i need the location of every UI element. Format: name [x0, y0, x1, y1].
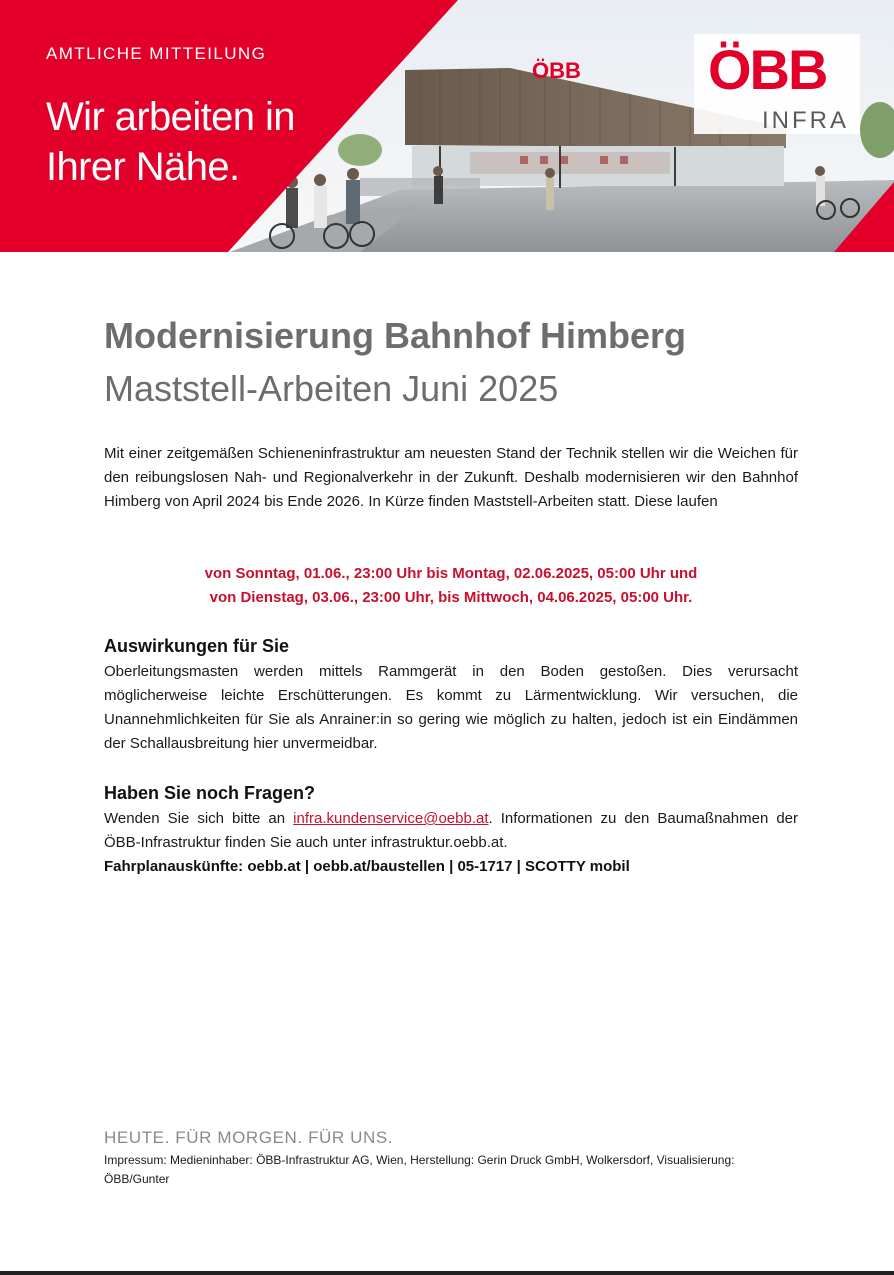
work-dates	[104, 562, 798, 610]
page-title: Modernisierung Bahnhof Himberg	[104, 315, 687, 356]
contact-prefix: Wenden Sie sich bitte an	[104, 810, 294, 827]
questions-heading: Haben Sie noch Fragen?	[104, 783, 316, 803]
timetable-info-line: Fahrplanauskünfte: oebb.at | oebb.at/baustellen | 05-1717 | SCOTTY mobil	[104, 858, 630, 875]
contact-paragraph	[104, 807, 798, 855]
imprint-text: Impressum: Medieninhaber: ÖBB-Infrastruktur AG, Wien, Herstellung: Gerin Druck GmbH, Wolkersdorf, Visualisierung: ÖBB/Gunter	[104, 1153, 735, 1186]
intro-paragraph: Mit einer zeitgemäßen Schieneninfrastruktur am neuesten Stand der Technik stellen wir die Weichen für den reibungslosen Nah- und Regionalverkehr in der Zukunft. Deshalb modernisieren wir den Bahnhof Himberg von April 2024 bis Ende 2026. In Kürze finden Maststell-Arbeiten statt. Diese laufen	[104, 445, 798, 510]
station-sign: ÖBB	[532, 58, 581, 83]
header-banner	[0, 0, 894, 252]
notice-kicker: AMTLICHE MITTEILUNG	[46, 44, 267, 63]
banner-headline: Wir arbeiten in Ihrer Nähe.	[46, 95, 295, 189]
date-range-1: von Sonntag, 01.06., 23:00 Uhr bis Montag, 02.06.2025, 05:00 Uhr und	[204, 565, 698, 582]
obb-infra-label: INFRA	[762, 107, 849, 134]
obb-logo: ÖBB	[708, 38, 827, 101]
bottom-rule	[0, 1271, 894, 1275]
date-range-2: von Dienstag, 03.06., 23:00 Uhr, bis Mittwoch, 04.06.2025, 05:00 Uhr.	[209, 589, 693, 606]
page-subtitle: Maststell-Arbeiten Juni 2025	[104, 368, 559, 409]
contact-email-link[interactable]: infra.kundenservice@oebb.at	[293, 810, 489, 827]
effects-heading: Auswirkungen für Sie	[104, 636, 290, 656]
footer-slogan: HEUTE. FÜR MORGEN. FÜR UNS.	[104, 1128, 394, 1147]
effects-paragraph: Oberleitungsmasten werden mittels Rammgerät in den Boden gestoßen. Dies verursacht möglicherweise leichte Erschütterungen. Es kommt zu Lärmentwicklung. Wir versuchen, die Unannehmlichkeiten für Sie als Anrainer:in so gering wie möglich zu halten, jedoch ist ein Eindämmen der Schallausbreitung hier unvermeidbar.	[104, 663, 798, 752]
contact-suffix: . Informationen zu den Baumaßnahmen der ÖBB-Infrastruktur finden Sie auch unter infrastruktur.oebb.at.	[104, 810, 799, 851]
